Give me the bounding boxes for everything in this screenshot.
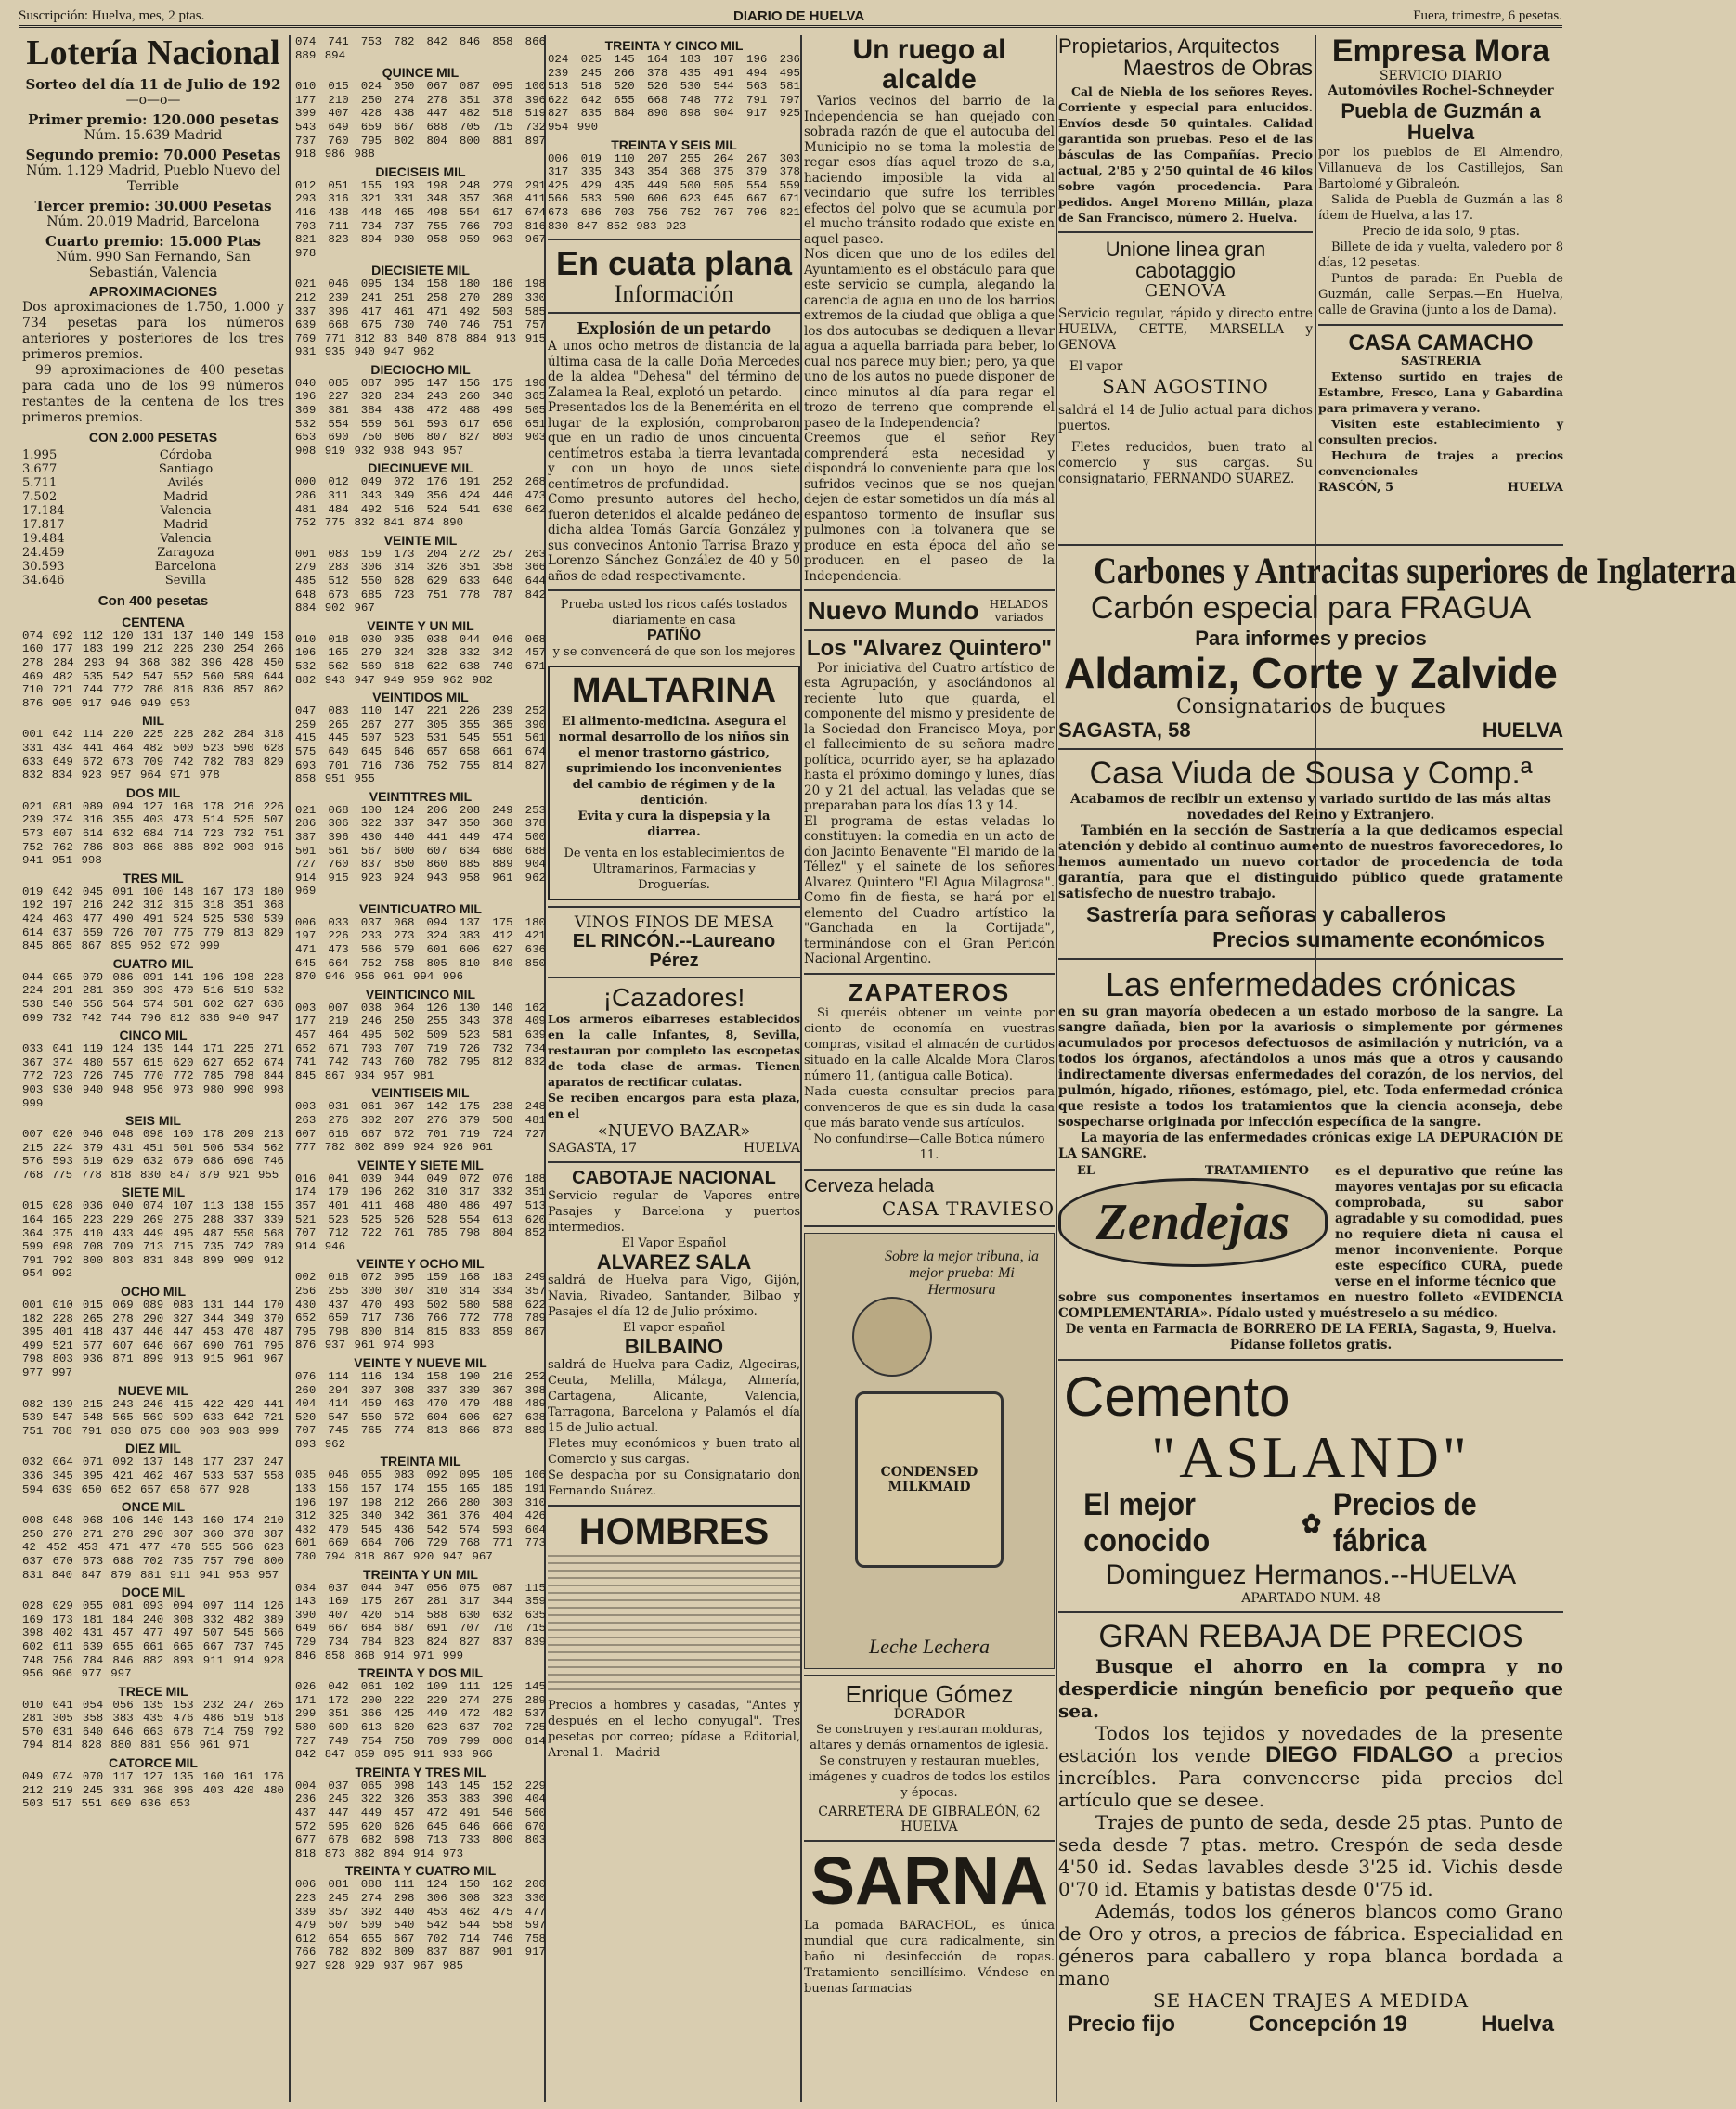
ad-text: Precios sumamente económicos	[1212, 927, 1545, 952]
group-heading: DIECISEIS MIL	[375, 163, 466, 179]
lottery-column	[22, 35, 284, 2102]
group-heading: CINCO MIL	[119, 1028, 188, 1043]
number-list: 002 018 072 095 159 168 183 249 256 255 300 307 310 314 334 357 430 437 470 493 502 580 588 622 652 659 717 736 766 772 778 789 795 798 800 814 815 833 859 867 876 937 961 974 993	[295, 1271, 546, 1352]
ad-text: VINOS FINOS DE MESA	[574, 912, 774, 932]
ad-label	[1058, 1164, 1328, 1178]
number-list: 006 019 110 207 255 264 267 303 317 335 343 354 368 375 379 378 425 429 435 449 500 505 554 559 566 583 590 606 623 645 667 671 673 686 703 756 752 767 796 821 830 847 852 983 923	[548, 151, 800, 233]
number-list: 000 012 049 072 176 191 252 268 286 311 343 349 356 424 446 473 481 484 492 516 524 541 630 662 752 775 832 841 874 890	[295, 475, 546, 530]
ad-text: es el depurativo que reúne las mayores ventajas por su eficacia comprobada, su sabor agradable y su comodidad, pues no requiere dieta ni causa el menor inconveniente. Porque este específico CURA, puede verse en el informe técnico que	[1335, 1164, 1563, 1290]
ad-text: Precio de ida solo, 9 ptas.	[1362, 224, 1520, 239]
section-subtitle: Información	[614, 279, 734, 307]
group-heading: DIEZ MIL	[125, 1441, 181, 1456]
article-body: A unos ocho metros de distancia de la última casa de la calle Doña Mercedes de la aldea "Dehesa" del término de Zalamea la Real, explotó un petardo. Presentados los de la Benemérita en el lugar de la explosión, comprobaron que en un radio de unos cincuenta centímetros estaba la tierra levantada y con un hoyo de unos siete centímetros de profundidad. Como presunto autores del hecho, fueron detenidos el alcalde pedáneo de dicha aldea Tomás García González y sus convecinos Antonio Tarrisa Brazo y Lorenzo Sánchez González de 40 y 50 años de edad respectivamente.	[548, 339, 800, 584]
number-list: 015 028 036 040 074 107 113 138 155 164 165 223 229 269 275 288 337 339 364 375 410 433 449 495 487 550 568 599 698 708 709 713 715 735 742 789 791 792 800 803 831 848 899 909 912 954 992	[22, 1199, 284, 1281]
ad-text: El Vapor Español	[621, 1236, 727, 1251]
city: HUELVA	[1482, 718, 1563, 743]
ad-title: ¡Cazadores!	[602, 982, 745, 1012]
prize-number: 3.677	[22, 461, 58, 476]
numbers-column	[295, 35, 546, 2102]
prize-city: Madrid	[162, 489, 209, 504]
ad-text: Precios a hombres y casadas, "Antes y después en el lecho conyugal". Tres pesetas por correo; pídase a Editorial, Arenal 1.—Madrid	[548, 1699, 800, 1761]
divider	[804, 629, 1055, 631]
approx-text: Dos aproximaciones de 1.750, 1.000 y 734 pesetas para los números anteriores y posteriores de los tres primeros premios.	[22, 299, 284, 362]
group-heading: VEINTICUATRO MIL	[359, 900, 482, 916]
number-list: 024 025 145 164 183 187 196 236 239 245 266 378 435 491 494 495 513 518 520 526 530 544 563 581 622 642 655 668 748 772 791 797 827 835 884 890 898 904 917 925 954 990	[548, 53, 800, 134]
number-list: 021 081 089 094 127 168 178 216 226 239 374 316 355 403 473 514 525 507 573 607 614 632 684 714 723 732 751 752 762 786 803 868 886 892 903 916 941 951 998	[22, 799, 284, 868]
prize-list	[22, 111, 284, 281]
group-heading: DOCE MIL	[121, 1585, 186, 1600]
lottery-title: Lotería Nacional	[26, 33, 280, 72]
ad-text: Dominguez Hermanos.--HUELVA	[1105, 1559, 1517, 1591]
ad-text: Extenso surtido en trajes de Estambre, Fresco, Lana y Gabardina para primavera y verano.	[1318, 369, 1563, 416]
divider	[1058, 231, 1313, 233]
news-column-4	[804, 35, 1055, 2102]
number-list: 028 029 055 081 093 094 097 114 126 169 173 181 184 240 308 332 482 389 398 402 431 457 477 497 507 545 566 602 611 639 655 661 665 667 737 745 748 756 784 846 882 893 911 914 928 956 966 977 997	[22, 1599, 284, 1681]
ad-text: HELADOS variados	[989, 597, 1049, 624]
prize-city: Valencia	[160, 531, 212, 546]
number-list: 033 041 119 124 135 144 171 225 271 367 374 480 557 615 620 627 652 674 772 723 726 745 770 772 785 798 844 903 930 940 948 956 973 980 990 998 999	[22, 1042, 284, 1110]
ad-subtitle: SASTRERIA	[1400, 355, 1482, 369]
divider	[1318, 324, 1563, 326]
prize-number: 1.995	[22, 447, 58, 462]
group-heading: TREINTA Y TRES MIL	[355, 1764, 486, 1779]
divider	[548, 977, 800, 978]
ad-text: Servicio regular, rápido y directo entre HUELVA, CETTE, MARSELLA y GENOVA	[1058, 306, 1313, 354]
divider	[548, 312, 800, 314]
street: SAGASTA, 58	[1058, 718, 1191, 743]
ad-brand: MALTARINA	[571, 671, 777, 711]
ad-brand: "ASLAND"	[1151, 1424, 1470, 1491]
street: Concepción 19	[1249, 2012, 1408, 2038]
number-list: 003 007 038 064 126 130 140 162 177 219 246 250 255 343 378 409 457 464 495 502 509 523 581 639 652 671 703 707 719 726 732 734 741 742 743 760 782 795 812 832 845 867 934 957 981	[295, 1001, 546, 1082]
group-heading: VEINTE MIL	[383, 532, 458, 548]
ad-text: saldrá de Huelva para Cadiz, Algeciras, Ceuta, Melilla, Málaga, Almería, Cartagena, Alicante, Valencia, Tarragona, Barcelona y Palamós el día 15 de Julio actual.	[548, 1358, 800, 1436]
group-heading: VEINTE Y SIETE MIL	[357, 1157, 484, 1172]
group-heading: SEIS MIL	[125, 1113, 181, 1129]
ornament: —o—o—	[125, 92, 181, 108]
prize-table	[22, 448, 284, 588]
lottery-subtitle: Sorteo del día 11 de Julio de 192	[25, 75, 281, 93]
prize-number: 5.711	[22, 475, 58, 490]
number-list: 074 741 753 782 842 846 858 866 889 894	[295, 35, 546, 62]
ad-text: Salida de Puebla de Guzmán a las 8 ídem de Huelva, a las 17.	[1318, 192, 1563, 223]
newspaper-name: DIARIO DE HUELVA	[733, 8, 865, 24]
street: SAGASTA, 17	[548, 1141, 637, 1157]
number-list: 076 114 116 134 158 190 216 252 260 294 307 308 337 339 367 398 404 414 459 463 470 479 488 489 520 547 550 572 604 606 627 638 707 745 765 774 813 866 873 889 893 962	[295, 1369, 546, 1451]
ad-text: El vapor	[1069, 359, 1123, 375]
group-heading: SIETE MIL	[121, 1184, 186, 1200]
speech-bubble: Sobre la mejor tribuna, la mejor prueba: Mi Hermosura	[884, 1248, 1040, 1298]
ad-caption: Leche Lechera	[868, 1634, 991, 1658]
group-heading: VEINTICINCO MIL	[365, 986, 476, 1002]
group-heading: CENTENA	[122, 614, 185, 629]
prize-number: 17.184	[22, 503, 65, 518]
divider	[804, 1675, 1055, 1676]
ad-text: por los pueblos de El Almendro, Villanueva de los Castillejos, San Bartolomé y Gibraleón.	[1318, 145, 1563, 191]
group-heading: TREINTA Y SEIS MIL	[611, 136, 737, 152]
group-heading: VEINTE Y OCHO MIL	[356, 1256, 485, 1272]
number-list: 007 020 046 048 098 160 178 209 213 215 224 379 431 451 501 506 534 562 576 593 619 629 632 679 686 690 746 768 775 778 818 830 847 879 921 955	[22, 1128, 284, 1182]
ad-text: Acabamos de recibir un extenso y variado surtido de las más altas novedades del Reino y Extranjero.	[1070, 792, 1551, 823]
approx-text: 99 aproximaciones de 400 pesetas para cada uno de los 99 números restantes de la centena de los tres primeros premios.	[22, 362, 284, 425]
text-part: a precios increíbles. Para convencerse pida precios del artículo que se desee.	[1058, 1744, 1564, 1812]
ad-brand: Nuevo Mundo	[807, 596, 979, 625]
ship-name: ALVAREZ SALA	[596, 1250, 752, 1274]
ad-subtitle: Automóviles Rochel-Schneyder	[1328, 83, 1554, 98]
group-heading: DIECIOCHO MIL	[370, 361, 471, 377]
ad-text: Fletes muy económicos y buen trato al Comercio y sus cargas.	[548, 1437, 800, 1468]
ad-text: saldrá de Huelva para Vigo, Gijón, Navia, Rivadeo, Santander, Bilbao y Pasajes el día 12 de Julio próximo.	[548, 1274, 800, 1320]
prize-label: Primer premio: 120.000 pesetas	[28, 110, 279, 128]
fixed-price: Precio fijo	[1068, 2012, 1176, 2038]
number-list: 010 041 054 056 135 153 232 247 265 281 305 358 383 435 476 486 519 518 570 631 640 646 663 678 714 759 792 794 814 828 880 881 956 961 971	[22, 1698, 284, 1753]
group-heading: VEINTE Y UN MIL	[367, 617, 474, 633]
ads-column-5	[1058, 35, 1313, 537]
number-list: 021 046 095 134 158 180 186 198 212 239 241 251 258 270 289 330 337 396 417 461 471 492 503 585 639 668 675 730 740 746 751 757 769 771 812 83 840 878 884 913 915 931 935 940 947 962	[295, 278, 546, 359]
group-heading: VEINTISEIS MIL	[371, 1085, 470, 1101]
nuevo-mundo-ad	[804, 597, 1055, 624]
ad-title: ZAPATEROS	[848, 977, 1011, 1006]
ad-brand: HOMBRES	[578, 1511, 770, 1553]
illegible-text-block	[548, 1555, 800, 1694]
number-list: 016 041 039 044 049 072 076 188 174 179 196 262 310 317 332 351 357 401 411 468 480 486 497 513 521 523 525 526 528 554 613 620 707 712 722 761 785 798 804 852 914 946	[295, 1171, 546, 1253]
number-list: 010 018 030 035 038 044 046 068 106 165 279 324 328 332 342 457 532 562 569 618 622 638 740 671 882 943 947 949 959 962 982	[295, 632, 546, 687]
ad-address: CARRETERA DE GIBRALEÓN, 62	[818, 1805, 1041, 1820]
prize-detail: Núm. 15.639 Madrid	[84, 127, 223, 143]
con-400-heading: Con 400 pesetas	[97, 592, 209, 609]
number-list: 035 046 055 083 092 095 105 106 133 156 157 174 155 165 185 191 196 197 198 212 266 280 303 310 312 325 340 342 361 376 404 426 432 470 545 436 542 574 593 604 601 669 664 706 729 768 771 773 780 794 818 867 920 947 967	[295, 1469, 546, 1564]
ad-title: Maestros de Obras	[1122, 56, 1313, 82]
wide-ads	[1058, 544, 1736, 2102]
ad-brand: Casa Viuda de Sousa y Comp.ª	[1089, 756, 1533, 792]
city: Huelva	[1481, 2012, 1554, 2038]
number-list: 074 092 112 120 131 137 140 149 158 160 177 183 199 212 226 230 254 266 278 284 293 94 368 382 396 428 450 469 482 535 542 547 552 560 589 644 710 721 744 772 786 816 836 857 862 876 905 917 946 949 953	[22, 628, 284, 710]
prize-city: Córdoba	[159, 447, 213, 462]
word-tratamiento: TRATAMIENTO	[1204, 1164, 1309, 1179]
ad-text: El alimento-medicina. Asegura el normal desarrollo de los niños sin el menor trastorno gástrico, suprimiendo los inconvenientes del cambio de régimen y de la dentición.	[558, 714, 790, 808]
prize-detail: Núm. 1.129 Madrid, Pueblo Nuevo del Terrible	[26, 162, 280, 194]
group-heading: VEINTITRES MIL	[369, 788, 473, 804]
number-groups	[22, 615, 284, 1811]
prize-number: 34.646	[22, 573, 65, 588]
ad-brand: Aldamiz, Corte y Zalvide	[1064, 649, 1558, 697]
number-list: 008 048 068 106 140 143 160 174 210 250 270 271 278 290 307 360 378 387 42 452 453 471 477 478 555 566 623 637 670 673 688 702 735 757 796 800 831 840 847 879 881 911 941 953 957	[22, 1514, 284, 1582]
divider	[548, 239, 800, 240]
prize-city: Valencia	[160, 503, 212, 518]
ad-tagline	[1083, 1487, 1538, 1559]
ad-text: Sastrería para señoras y caballeros	[1086, 902, 1446, 927]
group-heading: VEINTIDOS MIL	[372, 690, 469, 705]
text-part: Todos los tejidos y novedades de la presente estación los vende	[1058, 1722, 1563, 1767]
ad-text: No confundirse—Calle Botica número 11.	[813, 1132, 1045, 1162]
group-heading: TREINTA Y UN MIL	[363, 1566, 478, 1582]
article-title: Los "Alvarez Quintero"	[806, 636, 1053, 662]
ad-text: Se despacha por su Consignatario don Fernando Suárez.	[548, 1469, 800, 1499]
ad-text: Además, todos los géneros blancos como Grano de Oro y otros, a precios de fábrica. Especialidad en géneros para caballero y ropa blanca bordada a mano	[1058, 1900, 1563, 1990]
group-heading: MIL	[141, 713, 165, 729]
ad-brand: CASA TRAVIESO	[881, 1197, 1055, 1220]
number-list: 010 015 024 050 067 087 095 100 177 210 250 274 278 351 378 396 399 407 428 438 447 482 518 519 543 649 659 667 688 705 715 732 737 760 795 802 804 800 881 897 918 986 988	[295, 80, 546, 162]
group-heading: QUINCE MIL	[382, 65, 460, 81]
ad-text: SE HACEN TRAJES A MEDIDA	[1152, 1989, 1470, 2012]
prize-detail: Núm. 20.019 Madrid, Barcelona	[46, 213, 260, 229]
prize-number: 30.593	[22, 559, 65, 574]
ad-title: Las enfermedades crónicas	[1105, 965, 1517, 1004]
zendejas-logo: Zendejas	[1058, 1178, 1328, 1267]
number-list: 003 031 061 067 142 175 238 248 263 276 302 207 276 379 508 481 607 616 667 672 701 719 724 727 777 782 802 899 924 926 961	[295, 1100, 546, 1155]
number-list: 040 085 087 095 147 156 175 190 196 227 328 234 243 260 340 365 369 381 384 438 472 488 499 505 532 554 559 561 593 617 650 651 653 690 750 806 807 827 803 903 908 919 932 938 943 957	[295, 376, 546, 458]
ad-text: Visiten este establecimiento y consulten precios.	[1318, 417, 1563, 447]
ad-subtitle: DORADOR	[893, 1707, 965, 1723]
subscription-local: Suscripción: Huelva, mes, 2 ptas.	[19, 8, 205, 23]
ad-title: Carbones y Antracitas superiores de Inglaterra	[1094, 550, 1736, 591]
ad-title: Propietarios, Arquitectos	[1058, 34, 1280, 58]
ad-address: APARTADO NUM. 48	[1241, 1591, 1380, 1607]
number-list: 082 139 215 243 246 415 422 429 441 539 547 548 565 569 599 633 642 721 751 788 791 838 875 880 903 983 999	[22, 1397, 284, 1438]
ad-text: y se convencerá de que son los mejores	[552, 645, 796, 660]
ad-brand: Enrique Gómez	[845, 1679, 1014, 1708]
group-heading: DIECISIETE MIL	[371, 263, 470, 278]
ad-brand: EL RINCÓN.--Laureano Pérez	[572, 930, 776, 971]
group-heading: TRES MIL	[123, 870, 184, 886]
group-heading: TREINTA Y CINCO MIL	[604, 38, 744, 53]
ad-text: Se construyen y restauran molduras, altares y demás ornamentos de iglesia. Se construyen y restauran muebles, imágenes y cuadros de todos los estilos y épocas.	[808, 1723, 1051, 1801]
ad-text: Puntos de parada: En Puebla de Guzmán, calle Serpas.—En Huelva, calle de Gravina (junto a los de Dama).	[1318, 271, 1563, 317]
number-list: 001 010 015 069 089 083 131 144 170 182 228 265 278 290 327 344 349 370 395 401 418 437 446 447 453 470 487 499 521 577 607 646 667 690 761 795 798 803 936 871 899 913 915 961 967 977 997	[22, 1299, 284, 1380]
group-heading: TREINTA Y DOS MIL	[357, 1665, 484, 1681]
prize-number: 7.502	[22, 489, 58, 504]
number-list: 044 065 079 086 091 141 196 198 228 224 291 281 359 393 470 516 519 532 538 540 556 564 574 581 602 627 636 699 732 742 744 796 812 836 940 947	[22, 970, 284, 1025]
city: HUELVA	[1507, 481, 1563, 496]
ad-text: También en la sección de Sastrería a la que dedicamos especial atención y debido al continuo aumento de nuestros favorecedores, lo hemos aumentado un nuevo cortador de procedencia de toda garantía, para que el distinguido público quede gratamente satisfecho de nuestro trabajo.	[1058, 823, 1563, 902]
ad-city: HUELVA	[900, 1819, 958, 1835]
subscription-outside: Fuera, trimestre, 6 pesetas.	[1413, 8, 1562, 23]
number-list: 049 074 070 117 127 135 160 161 176 212 219 245 331 368 396 403 420 480 503 517 551 609 636 653	[22, 1770, 284, 1811]
ad-text: Prueba usted los ricos cafés tostados diariamente en casa	[560, 598, 788, 628]
divider	[548, 906, 800, 908]
con-2000-heading: CON 2.000 PESETAS	[88, 429, 218, 445]
number-list: 006 081 088 111 124 150 162 200 223 245 274 298 306 308 323 330 339 357 392 440 453 462 475 477 479 507 509 540 542 544 558 597 612 654 655 667 702 714 746 758 766 782 802 809 837 887 901 917 927 928 929 937 967 985	[295, 1878, 546, 1973]
ad-subtitle: Carbón especial para FRAGUA	[1090, 590, 1532, 626]
group-heading: NUEVE MIL	[117, 1382, 189, 1398]
prize-detail: Núm. 990 San Fernando, San Sebastián, Valencia	[56, 249, 251, 280]
ad-text: De venta en los establecimientos de Ultramarinos, Farmacias y Droguerías.	[564, 846, 784, 892]
ad-text: La pomada BARACHOL, es única mundial que cura radicalmente, sin baño ni desinfección de ropas. Tratamiento sencillísimo. Véndese en buenas farmacias	[804, 1918, 1055, 1996]
ad-text: sobre sus componentes insertamos en nuestro folleto «EVIDENCIA COMPLEMENTARIA». Pídalo usted y muéstreselo a su médico.	[1058, 1290, 1563, 1322]
news-column-3	[548, 35, 800, 2102]
zendejas-ad	[1058, 1164, 1563, 1290]
section-title: En cuata plana	[555, 244, 793, 283]
maltarina-ad	[548, 666, 800, 900]
ad-text: Los armeros eibarreses establecidos en la calle Infantes, 8, Sevilla, restauran por completo las escopetas de toda clase de armas. Tienen aparatos de rectificar culatas.	[548, 1012, 800, 1090]
prize-number: 17.817	[22, 517, 65, 532]
divider	[804, 1225, 1055, 1227]
divider	[1058, 748, 1563, 750]
group-heading: OCHO MIL	[121, 1284, 186, 1300]
ad-address	[1318, 481, 1563, 495]
prize-city: Santiago	[158, 461, 214, 476]
zendejas-logo-block	[1058, 1164, 1328, 1290]
divider	[1058, 1611, 1563, 1613]
ad-footer	[1058, 2012, 1563, 2038]
ad-text: De venta en Farmacia de BORRERO DE LA FERIA, Sagasta, 9, Huelva. Pídanse folletos gratis.	[1065, 1322, 1557, 1353]
prize-label: Segundo premio: 70.000 Pesetas	[25, 146, 281, 163]
ad-brand: SARNA	[810, 1844, 1048, 1920]
divider	[1058, 544, 1563, 546]
ad-brand: Empresa Mora	[1331, 33, 1550, 69]
column-rule	[1056, 35, 1057, 2102]
prize-city: Zaragoza	[157, 545, 214, 560]
baby-head-icon	[852, 1297, 932, 1377]
prize-label: Cuarto premio: 15.000 Ptas	[45, 232, 261, 250]
ad-text: Hechura de trajes a precios convencionales	[1318, 448, 1563, 479]
prize-label: Tercer premio: 30.000 Pesetas	[34, 197, 272, 214]
milk-can: CONDENSED MILKMAID	[855, 1391, 1004, 1568]
number-list: 012 051 155 193 198 248 279 291 293 316 321 331 348 357 368 411 416 438 448 465 498 554 617 674 703 711 734 737 755 766 793 816 821 823 894 930 958 959 963 967 978	[295, 178, 546, 260]
group-heading: DIECINUEVE MIL	[368, 460, 473, 476]
prize-city: Sevilla	[164, 573, 207, 588]
number-list: 006 033 037 068 094 137 175 180 197 226 233 273 324 383 412 421 471 473 566 579 601 606 627 636 645 664 752 758 805 810 840 850 870 946 956 961 994 996	[295, 915, 546, 984]
group-heading: TREINTA MIL	[380, 1454, 461, 1469]
ad-text: Servicio regular de Vapores entre Pasajes y Barcelona y puertos intermedios.	[548, 1189, 800, 1236]
tagline-right: Precios de fábrica	[1332, 1487, 1477, 1559]
group-heading: VEINTE Y NUEVE MIL	[354, 1354, 487, 1370]
group-heading: TREINTA Y CUATRO MIL	[344, 1863, 497, 1879]
divider	[804, 973, 1055, 975]
prize-city: Madrid	[162, 517, 209, 532]
article-body: Varios vecinos del barrio de la Independencia se han quejado con sobrada razón de que el autocuba del Municipio no se toma la molestia de regar esos días aquel trozo de s.a, haciendo imposible la vida al vecindario que sufre los terribles efectos del polvo que se acumula por el mucho tránsito rodado que existe en aquel paseo. Nos dicen que uno de los ediles del Ayuntamiento es el obstáculo para que este servicio se cumpla, alegando la carencia de agua en uno de los barrios extremos de la ciudad que obliga a que los dos autocubas se dediquen a llevar agua a aquella barriada para beber, lo cual nos parece muy bien; pero, ya que uno de los autos no puede disponer de cinco minutos al día para regar el trozo de terreno que comprende el paseo de la Independencia? Creemos que el señor Rey comprenderá esta necesidad y dispondrá lo conveniente para que los sufridos vecinos que se nos quejan dejen de estar sometidos un día más al espantoso tormento de insuflar sus pulmones con la tolvanera que se produce en esta época del año se producen en el paseo de la Independencia.	[804, 94, 1055, 584]
number-list: 034 037 044 047 056 075 087 115 143 169 175 267 281 317 344 359 390 407 420 514 588 630 632 635 649 667 684 687 691 707 710 715 729 734 784 823 824 827 837 839 846 858 868 914 971 999	[295, 1581, 546, 1663]
divider	[804, 1840, 1055, 1842]
city: HUELVA	[743, 1141, 800, 1157]
ad-text: Para informes y precios	[1195, 627, 1427, 650]
ad-title: CABOTAJE NACIONAL	[572, 1168, 776, 1189]
tagline-left: El mejor conocido	[1083, 1487, 1211, 1559]
ad-text: Cal de Niebla de los señores Reyes. Corriente y especial para enlucidos. Envíos desde 50 quintales. Calidad garantida son pruebas. Peso el de las básculas de las Compañías. Precio actual, 2'85 y 2'50 quintal de 46 kilos sobre vagón procedencia. Para pedidos. Angel Moreno Millán, plaza de San Francisco, número 2. Huelva.	[1058, 84, 1313, 226]
ad-title: Puebla de Guzmán a Huelva	[1341, 98, 1541, 144]
ad-text: Busque el ahorro en la compra y no desperdicie ningún beneficio por pequeño que sea.	[1058, 1655, 1563, 1723]
divider	[1058, 1359, 1563, 1361]
milk-advert-illustration	[804, 1233, 1055, 1669]
group-heading: CUATRO MIL	[112, 955, 194, 971]
number-list: 047 083 110 147 221 226 239 252 259 265 267 277 305 355 365 390 415 445 507 523 531 545 551 561 575 640 645 646 657 658 661 674 693 701 716 736 752 755 814 827 858 951 955	[295, 705, 546, 786]
divider	[548, 1505, 800, 1507]
number-list: 032 064 071 092 137 148 177 237 247 336 345 395 421 462 467 533 537 558 594 639 650 652 657 658 677 928	[22, 1456, 284, 1496]
divider	[548, 1161, 800, 1163]
ad-subtitle: SERVICIO DIARIO	[1379, 68, 1503, 84]
ad-title: Unione linea gran cabotaggio	[1105, 238, 1266, 283]
ad-text: Consignatarios de buques	[1176, 695, 1445, 719]
ad-brand: PATIÑO	[646, 628, 702, 644]
ship-name: SAN AGOSTINO	[1102, 375, 1269, 398]
flower-icon: ✿	[1302, 1508, 1322, 1538]
ad-text: El vapor español	[622, 1321, 726, 1336]
prize-city: Avilés	[167, 475, 204, 490]
ad-text: Si queréis obtener un veinte por ciento de economía en vuestras compras, visitad el almacén de curtidos situado en la calle Alcalde Mora Claros número 11, (antigua calle Botica). Nada cuesta consultar precios para convenceros de que es sin duda la casa que más barato vende sus artículos.	[804, 1005, 1055, 1131]
number-list: 019 042 045 091 100 148 167 173 180 192 197 216 242 312 315 318 351 368 424 463 477 490 491 524 525 530 539 614 637 659 726 707 775 779 813 829 845 865 867 895 952 972 999	[22, 885, 284, 953]
article-title: Un ruego al alcalde	[852, 34, 1006, 95]
ad-text: La mayoría de las enfermedades crónicas exige LA DEPURACIÓN DE LA SANGRE.	[1058, 1131, 1563, 1162]
ad-text: Trajes de punto de seda, desde 25 ptas. Punto de seda desde 7 ptas. metro. Crespón de seda desde 4'50 id. Sedas lavables desde 3'25 id. Vichis desde 0'70 id. Etamis y batistas desde 0'75 id.	[1058, 1811, 1563, 1901]
ad-address	[1058, 718, 1563, 743]
ad-text: Cerveza helada	[804, 1175, 935, 1197]
ad-title: GRAN REBAJA DE PRECIOS	[1098, 1619, 1523, 1655]
ad-brand: Cemento	[1064, 1365, 1290, 1429]
ad-text: Fletes reducidos, buen trato al comercio y sus cargas. Su consignatario, FERNANDO SUAREZ.	[1058, 440, 1313, 487]
ad-text: Billete de ida y vuelta, valedero por 8 días, 12 pesetas.	[1318, 239, 1563, 270]
article-body: Por iniciativa del Cuatro artístico de esta Agrupación, y asociándonos al reciente luto que guarda, el componente del mismo y presidente de la Sociedad don Francisco Moya, por el fallecimiento de su señora madre política, ocurrido ayer, se ha aplazado hasta el próximo domingo y lunes, días 20 y 21 del actual, las veladas que se preparaban para los días 13 y 14. El programa de estas veladas lo constituyen: la comedia en un acto de don Jacinto Benavente "El marido de la Téllez" y el sainete de los señores Alvarez Quintero "El Agua Milagrosa". Como fin de fiesta, se hará por el elemento del Cuadro artístico la "Ganchada en la Cortijada", terminándose con el Gran Pericón Nacional Argentino.	[804, 660, 1055, 967]
group-heading: ONCE MIL	[121, 1499, 186, 1515]
masthead	[19, 4, 1562, 28]
prize-number: 19.484	[22, 531, 65, 546]
number-list: 001 083 159 173 204 272 257 263 279 283 306 314 326 351 358 366 485 512 550 628 629 633 640 644 648 673 685 723 751 778 787 842 884 902 967	[295, 547, 546, 615]
ad-brand: «NUEVO BAZAR»	[597, 1121, 751, 1142]
approx-heading: APROXIMACIONES	[88, 283, 218, 300]
ads-column-6	[1318, 35, 1563, 537]
street: RASCÓN, 5	[1318, 481, 1394, 496]
ad-subtitle: GENOVA	[1144, 281, 1227, 302]
number-groups	[295, 35, 546, 1973]
store-owner: DIEGO FIDALGO	[1265, 1742, 1454, 1768]
article-title: Explosión de un petardo	[577, 318, 771, 340]
column-rule	[289, 35, 291, 2102]
prize-city: Barcelona	[154, 559, 217, 574]
number-list: 001 042 114 220 225 228 282 284 318 331 434 441 464 482 500 523 590 628 633 649 672 673 709 742 782 783 829 832 834 923 957 964 971 978	[22, 728, 284, 783]
number-list: 021 068 100 124 206 208 249 253 286 306 322 337 347 350 368 378 387 396 430 440 441 449 474 500 501 561 567 600 607 634 680 688 727 760 837 850 860 885 889 904 914 915 923 924 943 958 961 962 969	[295, 803, 546, 899]
divider	[1058, 958, 1563, 960]
number-list: 004 037 065 098 143 145 152 229 236 245 322 326 353 383 390 404 437 447 449 457 472 491 546 560 572 595 620 626 645 646 666 670 677 678 682 698 713 733 800 803 818 873 882 894 914 973	[295, 1779, 546, 1860]
prize-number: 24.459	[22, 545, 65, 560]
group-heading: DOS MIL	[125, 784, 181, 800]
ad-text	[1058, 1722, 1563, 1811]
ad-brand: CASA CAMACHO	[1348, 330, 1534, 356]
ship-name: BILBAINO	[624, 1335, 724, 1359]
ad-text: saldrá el 14 de Julio actual para dichos puertos.	[1058, 403, 1313, 434]
divider	[548, 589, 800, 591]
number-list: 026 042 061 102 109 111 125 145 171 172 200 222 229 274 275 289 299 351 366 425 449 472 482 537 580 609 613 620 623 637 702 725 727 749 754 758 789 799 800 814 842 847 859 895 911 933 966	[295, 1680, 546, 1762]
group-heading: TRECE MIL	[118, 1683, 188, 1699]
ad-address	[548, 1141, 800, 1156]
column-rule	[800, 35, 802, 2102]
divider	[804, 1169, 1055, 1171]
word-el: EL	[1077, 1164, 1095, 1179]
ad-text: en su gran mayoría obedecen a un estado morboso de la sangre. La sangre dañada, bien por la avariosis o simplemente por gérmenes acumulados por procesos defectuosos de asimilación y nutrición, va a todos los órganos, afectándolos a unos más que a otros y causando indirectamente diversas enfermedades del corazón, de los nervios, del pulmón, hígado, riñones, estómago, piel, etc. Toda enfermedad crónica que resiste a todos los tratamientos que la ciencia aconseja, debe sospecharse originada por infección específica de la sangre.	[1058, 1004, 1563, 1131]
ad-text: Evita y cura la dispepsia y la diarrea.	[577, 809, 771, 839]
group-heading: CATORCE MIL	[109, 1755, 198, 1771]
divider	[804, 589, 1055, 591]
ad-text: Se reciben encargos para esta plaza, en el	[548, 1091, 800, 1121]
